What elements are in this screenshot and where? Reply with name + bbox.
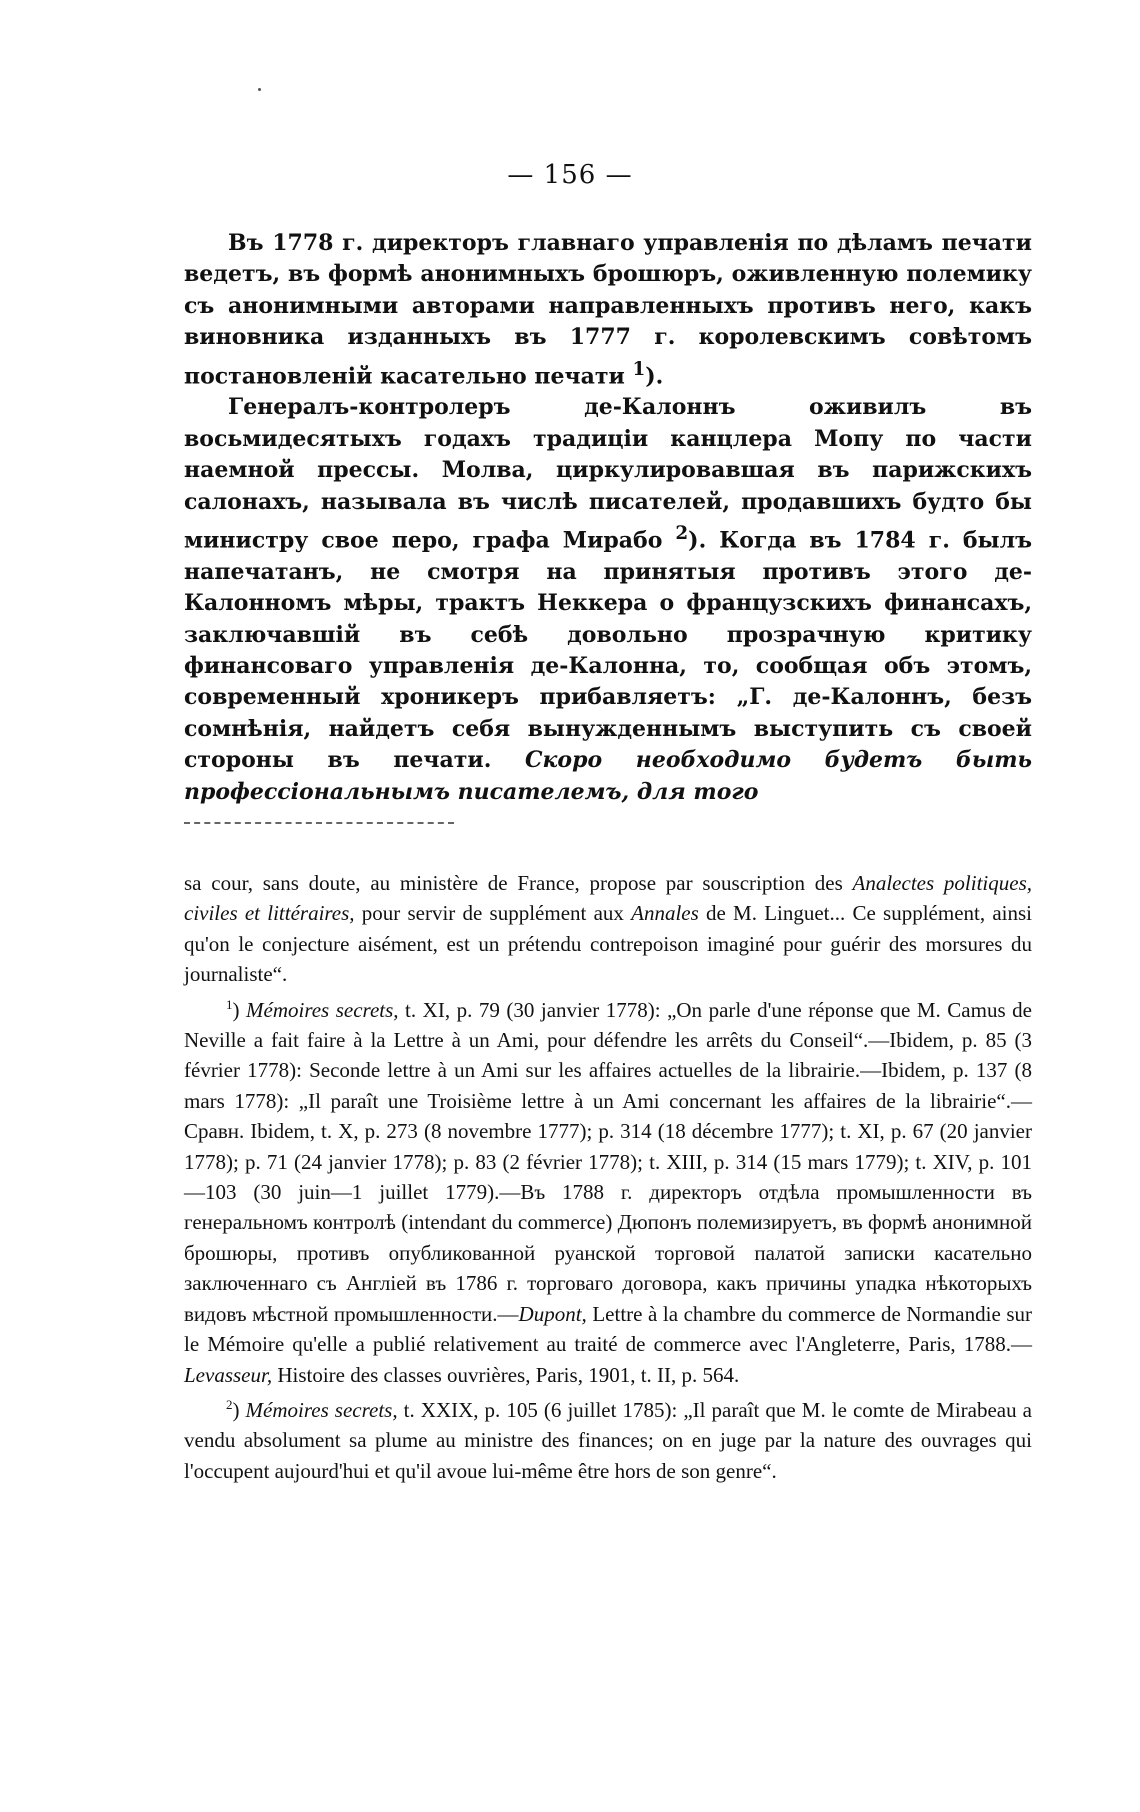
stray-mark [258, 88, 261, 91]
footnote-continuation [184, 868, 1032, 990]
footnote-continuation-title-analectes: Analectes politiques, civiles et littéraires, [184, 871, 1032, 926]
footnote-2-text: t. XXIX, p. 105 (6 juillet 1785): „Il paraît que M. le comte de Mirabeau a vendu absolument sa plume au ministre des finances; on en juge par la nature des ouvrages qui l'occupent aujourd'hui et qu'il avoue lui-même être hors de son genre“. [184, 1397, 1032, 1483]
footnote-1-marker: 1 [226, 996, 233, 1012]
paragraph-1 [184, 228, 1032, 392]
footnote-continuation-title-annales: Annales [631, 901, 699, 926]
footnote-2-title-memoires: Mémoires secrets, [245, 1397, 398, 1422]
paragraph-2-text-a: Генералъ-контролеръ де-Калоннъ оживилъ въ восьмидесятыхъ годахъ традиціи канцлера Мопу по части наемной прессы. Молва, циркулировавшая въ парижскихъ салонахъ, называла въ числѣ писателей, продавшихъ будто бы министру свое перо, графа Мирабо [184, 394, 1032, 554]
paragraph-2-text-b: ). Когда въ 1784 г. былъ напечатанъ, не смотря на принятыя противъ этого де-Калонномъ мѣры, трактъ Неккера о французскихъ финансахъ, заключавшій въ себѣ довольно прозрачную критику финансоваго управленія де-Калонна, то, сообщая объ этомъ, современный хроникеръ прибавляетъ: „Г. де-Калоннъ, безъ сомнѣнія, найдетъ себя вынужденнымъ выступить съ своей стороны въ печати. [184, 527, 1032, 774]
paragraph-2-italic: Скоро необходимо будетъ быть профессіональнымъ писателемъ, для того [184, 747, 1032, 805]
footnote-2-marker: 2 [226, 1396, 233, 1412]
paragraph-2 [184, 392, 1032, 808]
footnote-ref-2: 2 [675, 522, 689, 544]
footnote-1-title-memoires: Mémoires secrets, [246, 997, 399, 1022]
footnote-separator [184, 822, 454, 824]
main-text [184, 228, 1032, 808]
footnote-2: $^2$) Mémoires secrets, t. XXIX, p. 105 (6 juillet 1785): „Il paraît que M. le comte de Mirabeau a vendu absolument sa plume au ministre des finances; on en juge par la nature des ouvrages qui l'occupent aujourd'hui et qu'il avoue lui-même être hors de son genre“. [184, 1396, 1032, 1483]
page-number: — 156 — [507, 160, 633, 190]
footnotes [184, 868, 1032, 1486]
footnote-1-text-c: Histoire des classes ouvrières, Paris, 1901, t. II, p. 564. [272, 1362, 740, 1387]
paragraph-1-text-a: Въ 1778 г. директоръ главнаго управленія по дѣламъ печати ведетъ, въ формѣ анонимныхъ брошюръ, оживленную полемику съ анонимными авторами направленныхъ противъ него, какъ виновника изданныхъ въ 1777 г. королевскимъ совѣтомъ постановленій касательно печати [184, 230, 1032, 389]
paragraph-1-text-b: ). [645, 362, 664, 389]
footnote-1-text-a: t. XI, p. 79 (30 janvier 1778): „On parle d'une réponse que M. Camus de Neville a fait faire à la Lettre à un Ami, pour défendre les arrêts du Conseil“.—Ibidem, p. 85 (3 février 1778): Seconde lettre à un Ami sur les affaires actuelles de la librairie.—Ibidem, p. 137 (8 mars 1778): „Il paraît une Troisième lettre à un Ami concernant les affaires de la librairie“.— Сравн. Ibidem, t. X, p. 273 (8 novembre 1777); p. 314 (18 décembre 1777); t. XI, p. 67 (20 janvier 1778); p. 71 (24 janvier 1778); p. 83 (2 février 1778); t. XIII, p. 314 (15 mars 1779); t. XIV, p. 101—103 (30 juin—1 juillet 1779).—Въ 1788 г. директоръ отдѣла промышленности въ генеральномъ контролѣ (intendant du commerce) Дюпонъ полемизируетъ, въ формѣ анонимной брошюры, противъ опубликованной руанской торговой палатой записки касательно заключеннаго съ Англіей въ 1786 г. торговаго договора, какъ причины упадка нѣкоторыхъ видовъ мѣстной промышленности.— [184, 997, 1032, 1326]
footnote-1-author-dupont: Dupont, [518, 1301, 587, 1326]
footnote-continuation-text-c: de M. Linguet... Ce supplément, ainsi qu'on le conjecture aisément, est un prétendu contrepoison imaginé pour guérir des morsures du journaliste“. [184, 901, 1032, 987]
footnote-ref-1: 1 [632, 358, 646, 380]
footnote-continuation-text-a: sa cour, sans doute, au ministère de France, propose par souscription des [184, 871, 853, 895]
footnote-continuation-text-b: pour servir de supplément aux [354, 901, 632, 926]
footnote-1-text-b: Lettre à la chambre du commerce de Normandie sur le Mémoire qu'elle a publié relativement au traité de commerce avec l'Angleterre, Paris, 1788.— [184, 1301, 1032, 1357]
footnote-1-author-levasseur: Levasseur, [184, 1362, 273, 1387]
footnote-1: $^1$) Mémoires secrets, t. XI, p. 79 (30 janvier 1778): „On parle d'une réponse que M. Camus de Neville a fait faire à la Lettre à un Ami, pour défendre les arrêts du Conseil“.—Ibidem, p. 85 (3 février 1778): Seconde lettre à un Ami sur les affaires actuelles de la librairie.—Ibidem, p. 137 (8 mars 1778): „Il paraît une Troisième lettre à un Ami concernant les affaires de la librairie“.— Сравн. Ibidem, t. X, p. 273 (8 novembre 1777); p. 314 (18 décembre 1777); t. XI, p. 67 (20 janvier 1778); p. 71 (24 janvier 1778); p. 83 (2 février 1778); t. XIII, p. 314 (15 mars 1779); t. XIV, p. 101—103 (30 juin—1 juillet 1779).—Въ 1788 г. директоръ отдѣла промышленности въ генеральномъ контролѣ (intendant du commerce) Дюпонъ полемизируетъ, въ формѣ анонимной брошюры, противъ опубликованной руанской торговой палатой записки касательно заключеннаго съ Англіей въ 1786 г. торговаго договора, какъ причины упадка нѣкоторыхъ видовъ мѣстной промышленности.—Dupont, Lettre à la chambre du commerce de Normandie sur le Mémoire qu'elle a publié relativement au traité de commerce avec l'Angleterre, Paris, 1788.—Levasseur, Histoire des classes ouvrières, Paris, 1901, t. II, p. 564. [184, 996, 1032, 1387]
